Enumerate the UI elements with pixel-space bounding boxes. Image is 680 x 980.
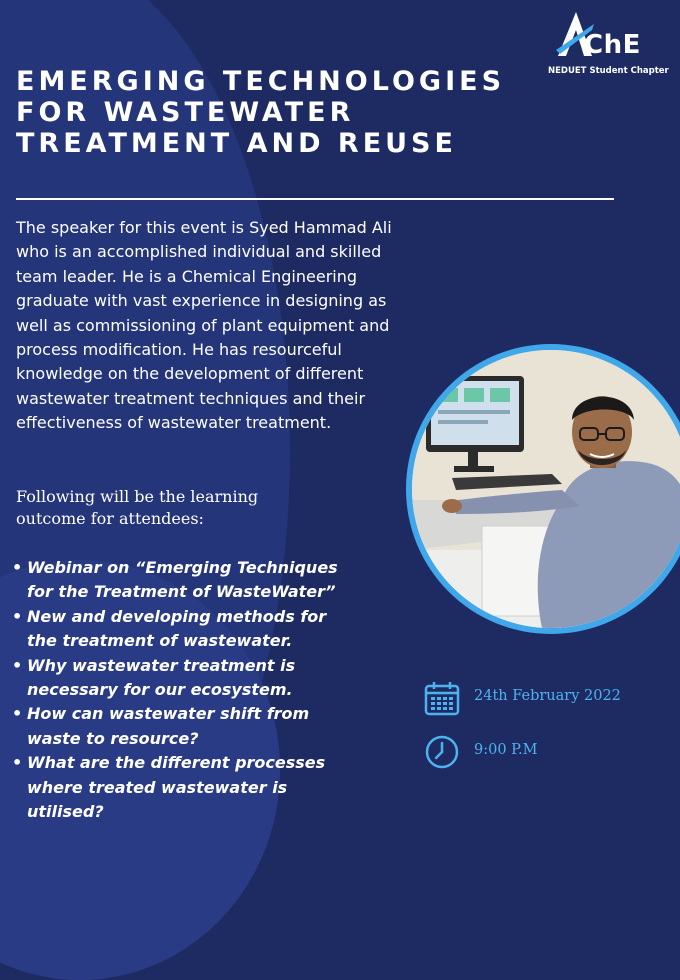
list-item: • What are the different processes where treated wastewater is utilised?: [12, 751, 352, 824]
event-date: [424, 680, 664, 716]
learning-outcome-heading: Following will be the learning outcome for attendees:: [16, 487, 259, 528]
list-item: • How can wastewater shift from waste to resource?: [12, 702, 352, 751]
list-item: • Webinar on “Emerging Techniques for the Treatment of WasteWater”: [12, 556, 352, 605]
page-title: EMERGING TECHNOLOGIES FOR WASTEWATER TREATMENT AND REUSE: [16, 66, 506, 159]
event-time: [424, 734, 664, 770]
logo-chapter-text: NEDUET Student Chapter: [548, 66, 669, 76]
speaker-intro: The speaker for this event is Syed Hammad Ali who is an accomplished individual and skilled team leader. He is a Chemical Engineering graduate with vast experience in designing as well as commissioning of plant equipment and process modification. He has resourceful knowledge on the development of different wastewater treatment techniques and their effectiveness of wastewater treatment.: [16, 218, 392, 433]
list-item: • Why wastewater treatment is necessary for our ecosystem.: [12, 654, 352, 703]
event-time-text: 9:00 P.M: [474, 742, 538, 758]
speaker-photo: [406, 344, 680, 634]
calendar-icon: [424, 680, 460, 716]
list-item: • New and developing methods for the treatment of wastewater.: [12, 605, 352, 654]
event-date-text: 24th February 2022: [474, 688, 621, 704]
logo-brand-text: ChE: [584, 30, 641, 60]
clock-icon: [424, 734, 460, 770]
speaker-illustration: [412, 350, 680, 628]
outcome-list: [12, 556, 352, 824]
title-divider: [16, 198, 614, 200]
